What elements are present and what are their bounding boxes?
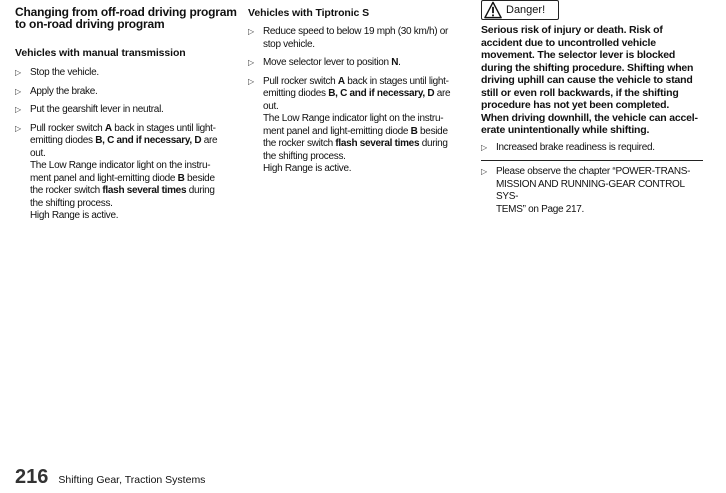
divider (481, 160, 703, 161)
page-footer (15, 466, 205, 489)
list-item-text: High Range is active. (30, 210, 119, 221)
list-item-text: TEMS” on Page 217. (496, 203, 584, 215)
list-item-text: The Low Range indicator light on the instru- (30, 160, 211, 171)
list-item-text: Apply the brake. (30, 85, 98, 97)
danger-label: Danger! (506, 4, 546, 16)
list-item-text: Pull rocker switch A back in stages until light- (263, 75, 449, 87)
left-column (15, 0, 237, 223)
list-item (15, 104, 237, 117)
bullet-arrow-icon: ▷ (248, 76, 254, 86)
list-item-text: the shifting process. (30, 197, 113, 209)
list-item-text: ment panel and light-emitting diode B beside (263, 125, 448, 137)
danger-box-header (481, 0, 559, 20)
bullet-arrow-icon: ▷ (481, 167, 487, 176)
danger-text-line: movement. The selector lever is blocked (481, 49, 676, 61)
list-item-text: Move selector lever to position N. (263, 57, 401, 68)
manual-transmission-heading: Vehicles with manual transmission (15, 47, 186, 59)
list-item (248, 57, 470, 70)
list-item-text: the shifting process. (263, 150, 346, 162)
list-item-text: out. (263, 100, 279, 112)
bullet-arrow-icon: ▷ (15, 86, 21, 96)
list-item-text: MISSION AND RUNNING-GEAR CONTROL SYS- (496, 178, 685, 202)
page-title: Changing from off-road driving program to on-road driving program (15, 5, 237, 31)
right-column (481, 0, 703, 216)
middle-column (248, 0, 470, 176)
bullet-arrow-icon: ▷ (481, 142, 487, 152)
list-item-text: High Range is active. (263, 163, 352, 174)
list-item-text: Reduce speed to below 19 mph (30 km/h) or (263, 26, 449, 37)
warning-triangle-icon (484, 1, 502, 19)
list-item (15, 67, 237, 80)
list-item-text: the rocker switch flash several times during (263, 138, 448, 149)
danger-text-line: still or even roll backwards, if the shifting (481, 86, 679, 99)
list-item-text: Please observe the chapter “POWER-TRANS- (496, 166, 691, 177)
danger-text-line: driving uphill can cause the vehicle to stand (481, 74, 693, 86)
list-item (481, 166, 703, 216)
reference-note-list (481, 166, 703, 216)
list-item-text: ment panel and light-emitting diode B beside (30, 172, 215, 184)
manual-steps-list (15, 67, 237, 223)
list-item (15, 123, 237, 223)
list-item-text: The Low Range indicator light on the instru- (263, 113, 444, 124)
danger-text-line: accident due to uncontrolled vehicle (481, 36, 656, 49)
tiptronic-heading: Vehicles with Tiptronic S (248, 7, 370, 19)
bullet-arrow-icon: ▷ (15, 68, 21, 77)
section-title: Shifting Gear, Traction Systems (58, 474, 206, 486)
list-item-text: stop vehicle. (263, 38, 315, 50)
danger-text-line: When driving downhill, the vehicle can accel- (481, 111, 698, 124)
list-item (15, 86, 237, 99)
bullet-arrow-icon: ▷ (15, 105, 21, 114)
bullet-arrow-icon: ▷ (248, 58, 254, 67)
list-item-text: the rocker switch flash several times during (30, 185, 215, 196)
bullet-arrow-icon: ▷ (248, 27, 254, 36)
danger-text-line: during the shifting procedure. Shifting when (481, 61, 694, 74)
danger-text-line: erate unintentionally while shifting. (481, 124, 650, 136)
danger-warning-text (481, 24, 703, 137)
list-item-text: out. (30, 147, 46, 159)
tiptronic-steps-list (248, 26, 470, 176)
list-item-text: Put the gearshift lever in neutral. (30, 104, 164, 115)
danger-text-line: procedure has not yet been completed. (481, 99, 670, 111)
list-item (248, 76, 470, 176)
bullet-arrow-icon: ▷ (15, 123, 21, 133)
danger-steps-list (481, 142, 703, 155)
list-item (481, 142, 703, 155)
list-item-text: emitting diodes B, C and if necessary, D are (263, 88, 451, 99)
page-number: 216 (15, 466, 49, 488)
list-item-text: Pull rocker switch A back in stages until light- (30, 122, 216, 134)
list-item-text: emitting diodes B, C and if necessary, D are (30, 135, 218, 146)
list-item-text: Increased brake readiness is required. (496, 141, 655, 153)
list-item (248, 26, 470, 51)
list-item-text: Stop the vehicle. (30, 67, 99, 78)
danger-text-line: Serious risk of injury or death. Risk of (481, 24, 663, 36)
